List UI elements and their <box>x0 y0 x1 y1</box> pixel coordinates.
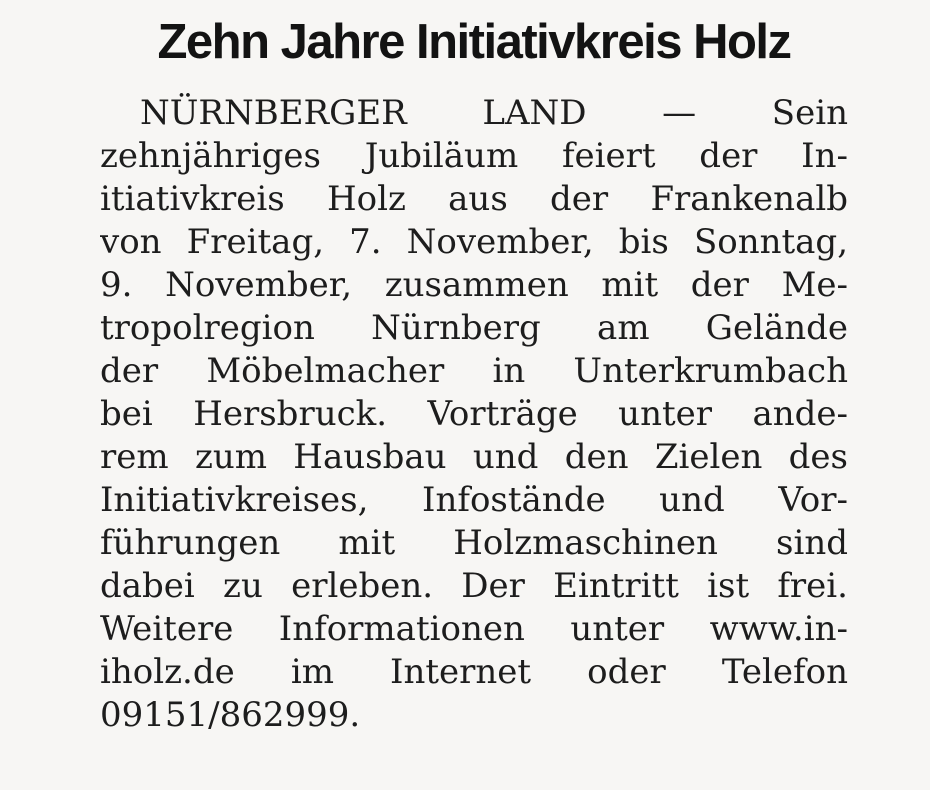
body-line: von Freitag, 7. November, bis Sonntag, <box>100 222 848 262</box>
body-line: tropolregion Nürnberg am Gelände <box>100 308 848 348</box>
body-line: iholz.de im Internet oder Telefon <box>100 652 848 692</box>
article-body <box>100 92 848 737</box>
body-line: zehnjähriges Jubiläum feiert der In- <box>100 136 848 176</box>
body-line: NÜRNBERGER LAND — Sein <box>140 93 848 133</box>
body-line: 09151/862999. <box>100 695 361 735</box>
body-line: 9. November, zusammen mit der Me- <box>100 265 848 305</box>
body-line: Initiativkreises, Infostände und Vor- <box>100 480 848 520</box>
body-line: rem zum Hausbau und den Zielen des <box>100 437 848 477</box>
body-line: führungen mit Holzmaschinen sind <box>100 523 848 563</box>
body-line: bei Hersbruck. Vorträge unter ande- <box>100 394 848 434</box>
body-line: der Möbelmacher in Unterkrumbach <box>100 351 848 391</box>
article-headline: Zehn Jahre Initiativkreis Holz <box>157 15 791 69</box>
body-line: Weitere Informationen unter www.in- <box>100 609 848 649</box>
body-line: itiativkreis Holz aus der Frankenalb <box>100 179 848 219</box>
body-line: dabei zu erleben. Der Eintritt ist frei. <box>100 566 848 606</box>
